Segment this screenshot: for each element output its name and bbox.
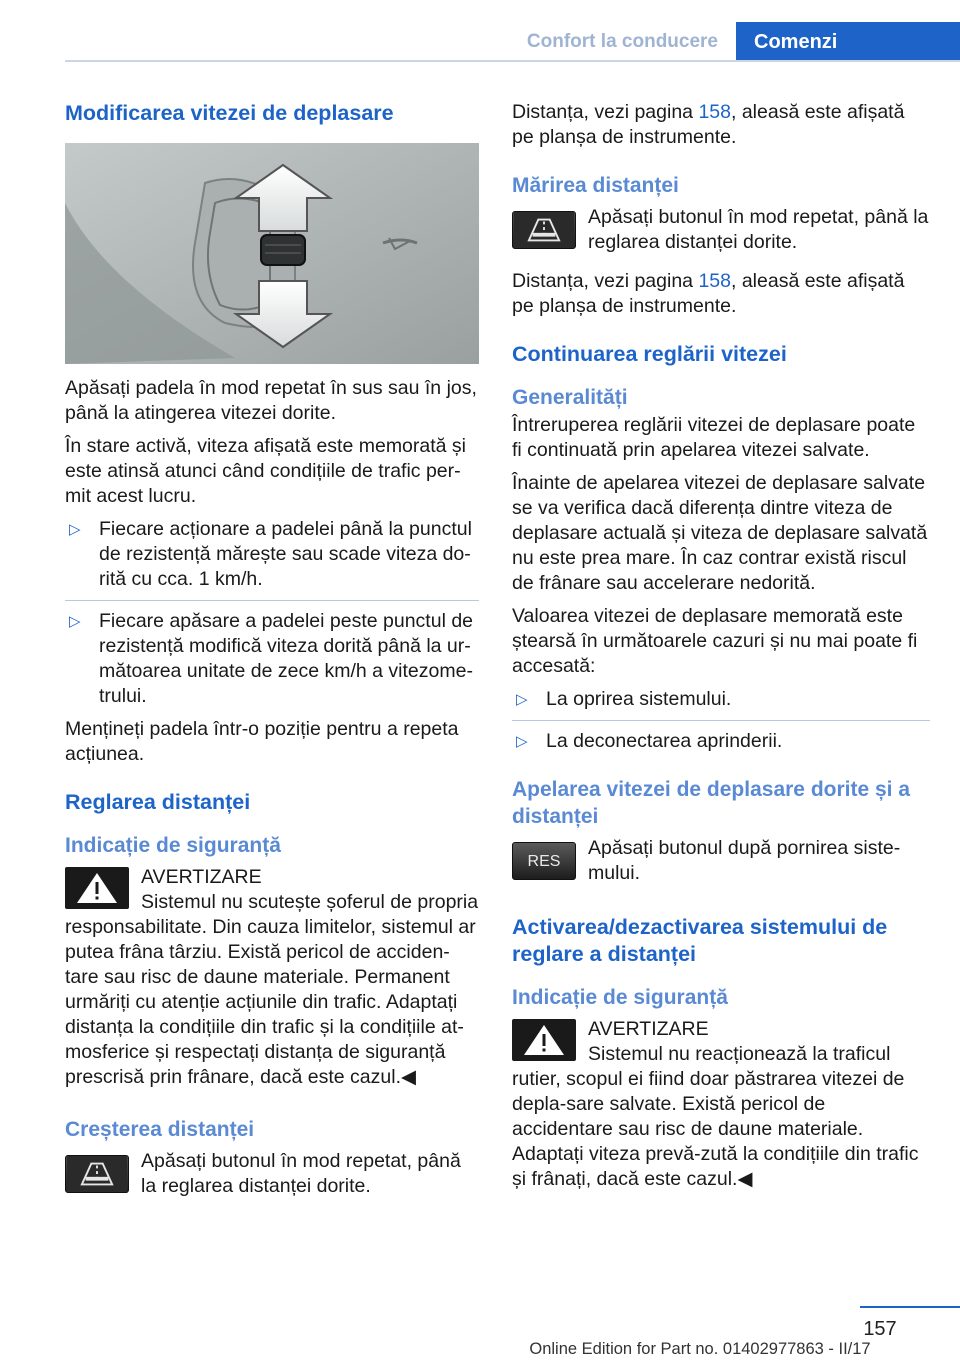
triangle-bullet-icon: ▷ bbox=[516, 691, 528, 708]
edition-note: Online Edition for Part no. 01402977863 - II/17 bbox=[529, 1340, 871, 1358]
divider bbox=[65, 600, 479, 601]
heading-increase-distance: Creșterea distanței bbox=[65, 1118, 255, 1141]
heading-safety-note: Indicație de siguranță bbox=[65, 834, 281, 857]
header-chapter-tab: Comenzi bbox=[736, 22, 960, 62]
paragraph: În stare activă, viteza afișată este memorată și este atinsă atunci când condițiile de trafic per‐mit acest lucru. bbox=[65, 435, 467, 507]
instruction-text: Apăsați butonul în mod repetat, până la reglarea distanței dorite. bbox=[588, 206, 929, 253]
paragraph bbox=[512, 100, 930, 150]
warning-triangle-icon bbox=[65, 867, 129, 909]
text: , aleasă este afișată pe planșa de instrumente. bbox=[512, 270, 905, 317]
heading-continue-speed: Continuarea reglării vitezei bbox=[512, 342, 787, 366]
distance-button-icon bbox=[65, 1155, 129, 1193]
paragraph: Valoarea vitezei de deplasare memorată este ștearsă în următoarele cazuri și nu mai poate fi accesată: bbox=[512, 605, 918, 677]
paragraph: Întreruperea reglării vitezei de deplasare poate fi continuată prin apelarea vitezei salvate. bbox=[512, 414, 916, 461]
distance-button-icon bbox=[512, 211, 576, 249]
list-item bbox=[65, 609, 479, 709]
warning-title: AVERTIZARE bbox=[588, 1018, 709, 1040]
instruction-text: Apăsați butonul în mod repetat, până la reglarea distanței dorite. bbox=[141, 1150, 461, 1197]
list-item bbox=[512, 687, 930, 712]
paragraph: Mențineți padela într-o poziție pentru a repeta acțiunea. bbox=[65, 718, 459, 765]
header-rule bbox=[65, 60, 960, 62]
text: , aleasă este afișată pe planșa de instrumente. bbox=[512, 101, 905, 148]
list-item-text: La oprirea sistemului. bbox=[546, 688, 732, 710]
heading-recall: Apelarea vitezei de deplasare dorite și a distanței bbox=[512, 778, 911, 828]
list-item-text: Fiecare acționare a padelei până la punctul de rezistență mărește sau scade viteza do‐rită cu cca. 1 km/h. bbox=[99, 518, 472, 590]
footer-rule bbox=[860, 1306, 960, 1308]
heading-activate-deactivate: Activarea/dezactivarea sistemului de reglare a distanței bbox=[512, 915, 888, 966]
text: Distanța, vezi pagina bbox=[512, 270, 699, 292]
header-section-label: Confort la conducere bbox=[526, 31, 718, 52]
heading-enlarge-distance: Mărirea distanței bbox=[512, 174, 679, 197]
divider bbox=[512, 720, 930, 721]
list-item-text: Fiecare apăsare a padelei peste punctul de rezistență modifică viteza dorită până la ur‐mătoarea unitate de zece km/h a vitezome‐trului. bbox=[99, 610, 474, 707]
list-item-text: La deconectarea aprinderii. bbox=[546, 730, 783, 752]
page-number: 157 bbox=[863, 1318, 897, 1340]
instruction-row bbox=[512, 836, 930, 888]
instruction-text: Apăsați butonul după pornirea siste‐mului. bbox=[588, 837, 901, 884]
instruction-row bbox=[512, 205, 930, 257]
triangle-bullet-icon: ▷ bbox=[69, 521, 81, 538]
page-link[interactable]: 158 bbox=[698, 270, 731, 292]
steering-wheel-paddle-image bbox=[65, 143, 479, 364]
warning-text: Sistemul nu scutește șoferul de propria responsabilitate. Din cauza limitelor, sistemul ar putea frâna târziu. Există pericol de acciden‐tare sau risc de daune materiale. Permanent urmăriți cu atenție acțiunile din trafic. Adaptați distanța la condițiile din trafic și la condițiile at‐mosferice și respectați distanța de siguranță prescrisă prin frânare, dacă este cazul.◀ bbox=[65, 891, 479, 1088]
list-item bbox=[512, 729, 930, 754]
right-column bbox=[512, 100, 930, 1204]
list-item bbox=[65, 517, 479, 592]
heading-general: Generalități bbox=[512, 386, 628, 409]
paragraph bbox=[512, 269, 930, 319]
left-column bbox=[65, 100, 479, 1213]
warning-block bbox=[65, 865, 479, 1090]
res-button-icon: RES bbox=[512, 842, 576, 880]
text: Distanța, vezi pagina bbox=[512, 101, 699, 123]
heading-safety-note: Indicație de siguranță bbox=[512, 986, 728, 1009]
warning-triangle-icon bbox=[512, 1019, 576, 1061]
warning-block bbox=[512, 1017, 930, 1192]
heading-distance: Reglarea distanței bbox=[65, 790, 251, 814]
paragraph: Apăsați padela în mod repetat în sus sau în jos, până la atingerea vitezei dorite. bbox=[65, 377, 477, 424]
triangle-bullet-icon: ▷ bbox=[516, 733, 528, 750]
warning-text: Sistemul nu reacționează la traficul rutier, scopul ei fiind doar păstrarea vitezei de depla‐sare salvate. Există pericol de accidentare sau risc de daune materiale. Adaptați viteza prevă‐zută la condițiile din trafic și frânați, dacă este cazul.◀ bbox=[512, 1043, 919, 1190]
heading-speed-change: Modificarea vitezei de deplasare bbox=[65, 101, 394, 125]
page-link[interactable]: 158 bbox=[698, 101, 731, 123]
triangle-bullet-icon: ▷ bbox=[69, 613, 81, 630]
warning-title: AVERTIZARE bbox=[141, 866, 262, 888]
paragraph: Înainte de apelarea vitezei de deplasare salvate se va verifica dacă diferența dintre viteza de deplasare actuală și viteza de deplasare salvată nu este prea mare. În caz contrar există riscul de frânare sau accelerare nedorită. bbox=[512, 472, 928, 594]
instruction-row bbox=[65, 1149, 479, 1201]
